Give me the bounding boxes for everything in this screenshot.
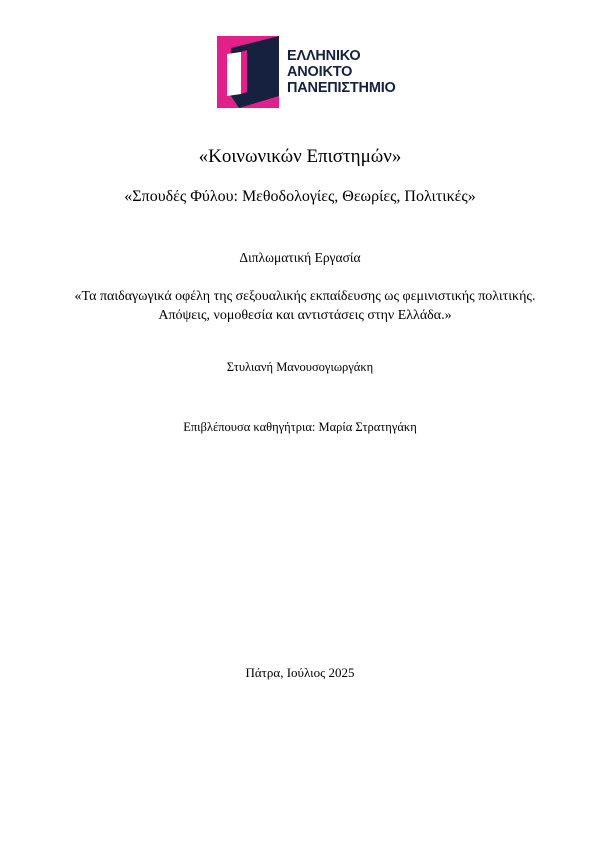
university-name xyxy=(287,48,396,96)
program-name: «Σπουδές Φύλου: Μεθοδολογίες, Θεωρίες, Πολιτικές» xyxy=(124,188,476,205)
school-name: «Κοινωνικών Επιστημών» xyxy=(198,146,402,167)
university-logo xyxy=(217,36,407,108)
author-name: Στυλιανή Μανουσογιωργάκη xyxy=(226,360,374,374)
thesis-title: «Τα παιδαγωγικά οφέλη της σεξουαλικής εκπαίδευσης ως φεμινιστικής πολιτικής. Απόψεις, νομοθεσία και αντιστάσεις στην Ελλάδα.» xyxy=(74,289,536,323)
university-logo-icon xyxy=(217,36,279,108)
place-date: Πάτρα, Ιούλιος 2025 xyxy=(245,665,355,680)
university-name-line-3: ΠΑΝΕΠΙΣΤΗΜΙΟ xyxy=(287,80,396,96)
document-type: Διπλωματική Εργασία xyxy=(239,250,361,265)
university-name-line-2: ΑΝΟΙΚΤΟ xyxy=(287,64,353,80)
supervisor: Επιβλέπουσα καθηγήτρια: Μαρία Στρατηγάκη xyxy=(183,420,417,434)
university-name-line-1: ΕΛΛΗΝΙΚΟ xyxy=(287,48,361,64)
